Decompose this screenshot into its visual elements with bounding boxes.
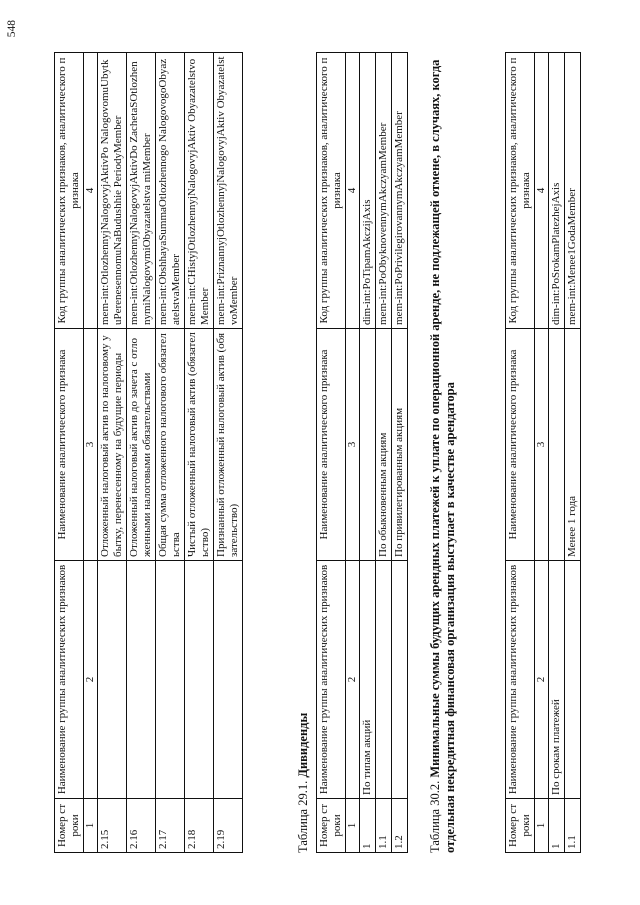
group-name (214, 561, 243, 799)
column-number: 1 (346, 799, 360, 853)
attribute-code: mem-int:PriznannyjOtlozhennyjNalogovyjAktiv ObyazatelstvoMember (214, 53, 243, 329)
table-row (98, 53, 127, 853)
header-row-number: Номер строки (506, 799, 535, 853)
table-row (392, 53, 408, 853)
group-name: По срокам платежей (549, 561, 565, 799)
table-row (185, 53, 214, 853)
attribute-code: mem-int:OtlozhennyjNalogovyjAktivPo NalogovomuUbytkuPerenesennomuNaBudushhie PeriodyMember (98, 53, 127, 329)
row-number: 1 (360, 799, 376, 853)
row-number: 2.17 (156, 799, 185, 853)
header-group-name: Наименование группы аналитических признаков (55, 561, 84, 799)
caption-number: Таблица 29.1. (296, 780, 310, 853)
column-number: 3 (535, 329, 549, 561)
attribute-name (549, 329, 565, 561)
attribute-code: mem-int:CHistyjOtlozhennyjNalogovyjAktiv ObyazatelstvoMember (185, 53, 214, 329)
attribute-name: Общая сумма отложенного налогового обязательства (156, 329, 185, 561)
group-name (565, 561, 581, 799)
caption-title: Дивиденды (296, 712, 310, 778)
attribute-code: mem-int:Menee1GodaMember (565, 53, 581, 329)
header-row-number: Номер строки (55, 799, 84, 853)
attribute-name: По обыкновенным акциям (376, 329, 392, 561)
column-number: 3 (84, 329, 98, 561)
group-name (127, 561, 156, 799)
table-row (549, 53, 565, 853)
attribute-code: dim-int:PoTipamAkczijAxis (360, 53, 376, 329)
table-header-row (317, 53, 346, 853)
header-group-code: Код группы аналитических признаков, аналитического признака (506, 53, 535, 329)
attribute-code: mem-int:OtlozhennyjNalogovyjAktivDo ZachetaSOtlozhennymiNalogovymiObyazatelstva miMember (127, 53, 156, 329)
row-number: 2.18 (185, 799, 214, 853)
column-number: 1 (535, 799, 549, 853)
attribute-name: Отложенный налоговый актив до зачета с отложенными налоговыми обязательствами (127, 329, 156, 561)
header-attribute-name: Наименование аналитического признака (55, 329, 84, 561)
row-number: 1.1 (376, 799, 392, 853)
tax-assets-table (54, 52, 243, 853)
table-row (565, 53, 581, 853)
caption-title: Минимальные суммы будущих арендных платежей к уплате по операционной аренде, не подлежащей отмене, в случаях, когда отдельная некредитная финансовая организация выступает в качестве арендатора (428, 59, 457, 853)
column-number: 3 (346, 329, 360, 561)
column-number: 4 (84, 53, 98, 329)
row-number: 2.19 (214, 799, 243, 853)
attribute-name: Отложенный налоговый актив по налоговому убытку, перенесенному на будущие периоды (98, 329, 127, 561)
dividends-table (316, 52, 408, 853)
row-number: 1.1 (565, 799, 581, 853)
attribute-name: Признанный отложенный налоговый актив (обязательство) (214, 329, 243, 561)
row-number: 2.15 (98, 799, 127, 853)
caption-number: Таблица 30.2. (428, 780, 442, 853)
lease-payments-table-caption (428, 53, 458, 853)
dividends-table-caption (296, 53, 311, 853)
column-number: 1 (84, 799, 98, 853)
group-name (392, 561, 408, 799)
attribute-name (360, 329, 376, 561)
table-row (360, 53, 376, 853)
attribute-code: mem-int:PoPrivilegirovannymAkczyamMember (392, 53, 408, 329)
table-header-row (506, 53, 535, 853)
row-number: 2.16 (127, 799, 156, 853)
attribute-name: Чистый отложенный налоговый актив (обязательство) (185, 329, 214, 561)
attribute-name: Менее 1 года (565, 329, 581, 561)
header-row-number: Номер строки (317, 799, 346, 853)
attribute-code: dim-int:PoSrokamPlatezhejAxis (549, 53, 565, 329)
attribute-code: mem-int:ObshhayaSummaOtlozhennogo NalogovogoObyazatelstvaMember (156, 53, 185, 329)
table-row (127, 53, 156, 853)
column-number: 2 (84, 561, 98, 799)
group-name (156, 561, 185, 799)
group-name: По типам акций (360, 561, 376, 799)
column-number: 2 (346, 561, 360, 799)
attribute-name: По привилегированным акциям (392, 329, 408, 561)
header-group-name: Наименование группы аналитических признаков (506, 561, 535, 799)
row-number: 1.2 (392, 799, 408, 853)
lease-payments-table (505, 52, 581, 853)
group-name (185, 561, 214, 799)
column-number: 4 (535, 53, 549, 329)
header-group-code: Код группы аналитических признаков, аналитического признака (317, 53, 346, 329)
column-numbers-row (535, 53, 549, 853)
column-number: 2 (535, 561, 549, 799)
table-header-row (55, 53, 84, 853)
table-row (376, 53, 392, 853)
group-name (376, 561, 392, 799)
header-group-code: Код группы аналитических признаков, аналитического признака (55, 53, 84, 329)
column-number: 4 (346, 53, 360, 329)
header-attribute-name: Наименование аналитического признака (317, 329, 346, 561)
table-row (156, 53, 185, 853)
header-attribute-name: Наименование аналитического признака (506, 329, 535, 561)
header-group-name: Наименование группы аналитических признаков (317, 561, 346, 799)
group-name (98, 561, 127, 799)
page-number: 548 (6, 20, 18, 38)
column-numbers-row (84, 53, 98, 853)
attribute-code: mem-int:PoObyknovennymAkczyamMember (376, 53, 392, 329)
column-numbers-row (346, 53, 360, 853)
row-number: 1 (549, 799, 565, 853)
table-row (214, 53, 243, 853)
